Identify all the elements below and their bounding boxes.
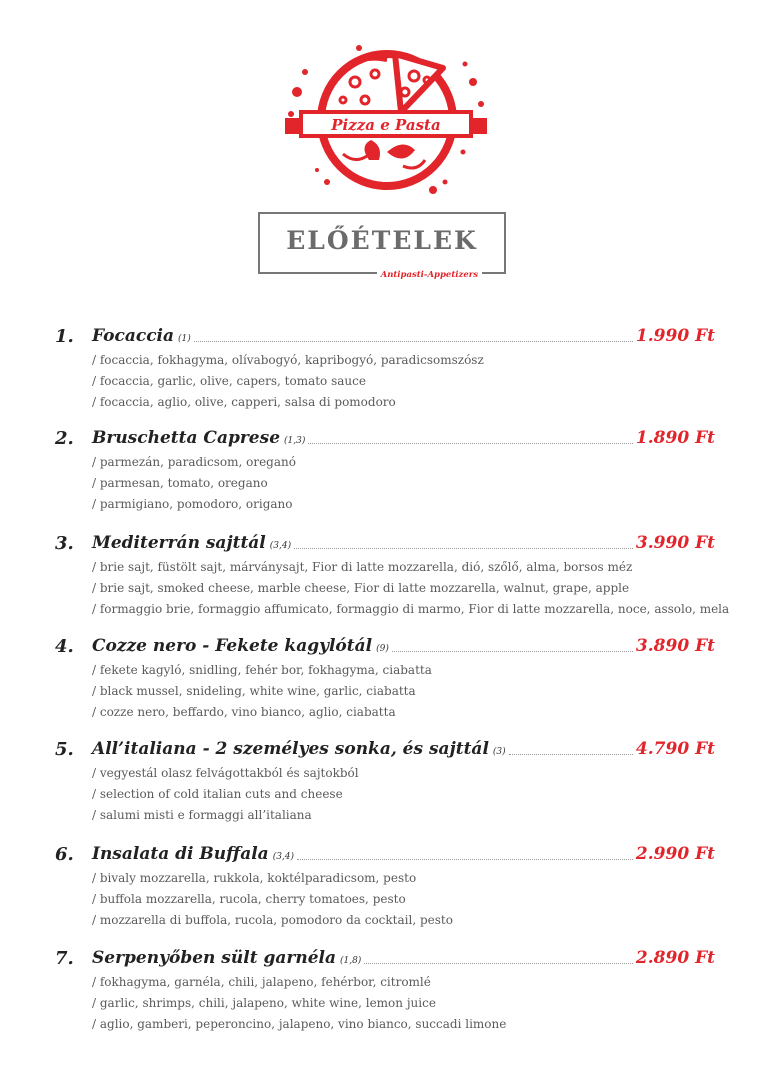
menu-item-header xyxy=(55,636,715,660)
menu-item-description: / focaccia, aglio, olive, capperi, salsa di pomodoro xyxy=(92,394,396,409)
menu-item-header xyxy=(55,533,715,557)
menu-item-name: Cozze nero - Fekete kagylótál xyxy=(92,636,373,656)
menu-item-description: / parmesan, tomato, oregano xyxy=(92,475,268,490)
menu-item-number: 4. xyxy=(55,636,74,657)
menu-item-price: 3.990 Ft xyxy=(635,533,715,553)
menu-item-description: / fokhagyma, garnéla, chili, jalapeno, fehérbor, citromlé xyxy=(92,975,431,989)
menu-item-name-line xyxy=(92,326,633,346)
menu-item-number: 2. xyxy=(55,428,74,449)
menu-item-description: / formaggio brie, formaggio affumicato, formaggio di marmo, Fior di latte mozzarella, noce, assolo, mela xyxy=(92,601,730,616)
menu-item xyxy=(55,326,715,412)
dotted-leader xyxy=(509,753,633,755)
menu-item-name: Bruschetta Caprese xyxy=(92,428,281,448)
menu-item-description: / selection of cold italian cuts and cheese xyxy=(92,786,343,801)
menu-item-description: / focaccia, garlic, olive, capers, tomato sauce xyxy=(92,373,366,388)
menu-item-description: / parmezán, paradicsom, oreganó xyxy=(92,455,296,469)
menu-item-name-line xyxy=(92,533,633,553)
dotted-leader xyxy=(392,650,633,652)
menu-item-header xyxy=(55,948,715,972)
menu-item-name-line xyxy=(92,739,633,759)
dotted-leader xyxy=(194,340,633,342)
menu-item-name: All’italiana - 2 személyes sonka, és sajttál xyxy=(92,739,489,759)
menu-item-number: 7. xyxy=(55,948,74,969)
dotted-leader xyxy=(308,442,633,444)
menu-item-allergens: (1) xyxy=(178,334,191,344)
menu-item-allergens: (1,3) xyxy=(284,436,306,446)
menu-item-description: / focaccia, fokhagyma, olívabogyó, kapribogyó, paradicsomszósz xyxy=(92,353,484,367)
menu-item-description: / brie sajt, smoked cheese, marble cheese, Fior di latte mozzarella, walnut, grape, apple xyxy=(92,580,630,595)
menu-item-description: / bivaly mozzarella, rukkola, koktélparadicsom, pesto xyxy=(92,871,417,885)
menu-item-description: / fekete kagyló, snidling, fehér bor, fokhagyma, ciabatta xyxy=(92,663,432,677)
menu-item-number: 3. xyxy=(55,533,74,554)
menu-item-allergens: (3,4) xyxy=(272,852,295,862)
menu-item-description: / cozze nero, beffardo, vino bianco, aglio, ciabatta xyxy=(92,704,396,719)
section-title-box xyxy=(258,212,506,280)
menu-item xyxy=(55,428,715,514)
section-title: ELŐÉTELEK xyxy=(286,226,478,255)
menu-item xyxy=(55,533,730,619)
dotted-leader xyxy=(364,962,633,964)
menu-item-number: 6. xyxy=(55,844,74,865)
menu-item-description: / salumi misti e formaggi all’italiana xyxy=(92,807,312,822)
menu-item-description: / vegyestál olasz felvágottakból és sajtokból xyxy=(92,766,359,780)
menu-item-price: 1.990 Ft xyxy=(635,326,715,346)
menu-item-allergens: (3,4) xyxy=(269,541,292,551)
menu-item-name-line xyxy=(92,636,633,656)
menu-item-name-line xyxy=(92,428,633,448)
menu-item-description: / black mussel, snideling, white wine, garlic, ciabatta xyxy=(92,683,416,698)
logo-text: Pizza e Pasta xyxy=(331,116,441,134)
section-subtitle: Antipasti-Appetizers xyxy=(377,270,482,280)
menu-item-name: Insalata di Buffala xyxy=(92,844,269,864)
menu-item xyxy=(55,636,715,722)
menu-item-name: Mediterrán sajttál xyxy=(92,533,266,553)
menu-item-description: / buffola mozzarella, rucola, cherry tomatoes, pesto xyxy=(92,891,406,906)
menu-item-name-line xyxy=(92,844,633,864)
menu-item-description: / parmigiano, pomodoro, origano xyxy=(92,496,293,511)
menu-item-number: 1. xyxy=(55,326,74,347)
menu-item-allergens: (9) xyxy=(376,644,389,654)
menu-item-price: 1.890 Ft xyxy=(635,428,715,448)
menu-item-name: Serpenyőben sült garnéla xyxy=(92,948,336,968)
menu-item-description: / mozzarella di buffola, rucola, pomodoro da cocktail, pesto xyxy=(92,912,453,927)
menu-item-description: / aglio, gamberi, peperoncino, jalapeno, vino bianco, succadi limone xyxy=(92,1016,507,1031)
menu-item-price: 3.890 Ft xyxy=(635,636,715,656)
menu-item-header xyxy=(55,844,715,868)
menu-item xyxy=(55,844,715,930)
dotted-leader xyxy=(294,547,633,549)
menu-item-allergens: (3) xyxy=(492,747,506,757)
menu-item-allergens: (1,8) xyxy=(339,956,362,966)
menu-item-name-line xyxy=(92,948,633,968)
menu-item-price: 4.790 Ft xyxy=(635,739,715,759)
menu-item-header xyxy=(55,326,715,350)
menu-item-name: Focaccia xyxy=(92,326,175,346)
menu-item-price: 2.990 Ft xyxy=(635,844,715,864)
menu-item-header xyxy=(55,739,715,763)
menu-item-number: 5. xyxy=(55,739,74,760)
menu-item-header xyxy=(55,428,715,452)
menu-item-price: 2.890 Ft xyxy=(635,948,715,968)
menu-item xyxy=(55,739,715,825)
pizza-e-pasta-logo xyxy=(283,42,489,202)
menu-item xyxy=(55,948,715,1034)
menu-item-description: / garlic, shrimps, chili, jalapeno, white wine, lemon juice xyxy=(92,995,436,1010)
dotted-leader xyxy=(297,858,633,860)
menu-item-description: / brie sajt, füstölt sajt, márványsajt, Fior di latte mozzarella, dió, szőlő, alma, borsos méz xyxy=(92,560,633,574)
